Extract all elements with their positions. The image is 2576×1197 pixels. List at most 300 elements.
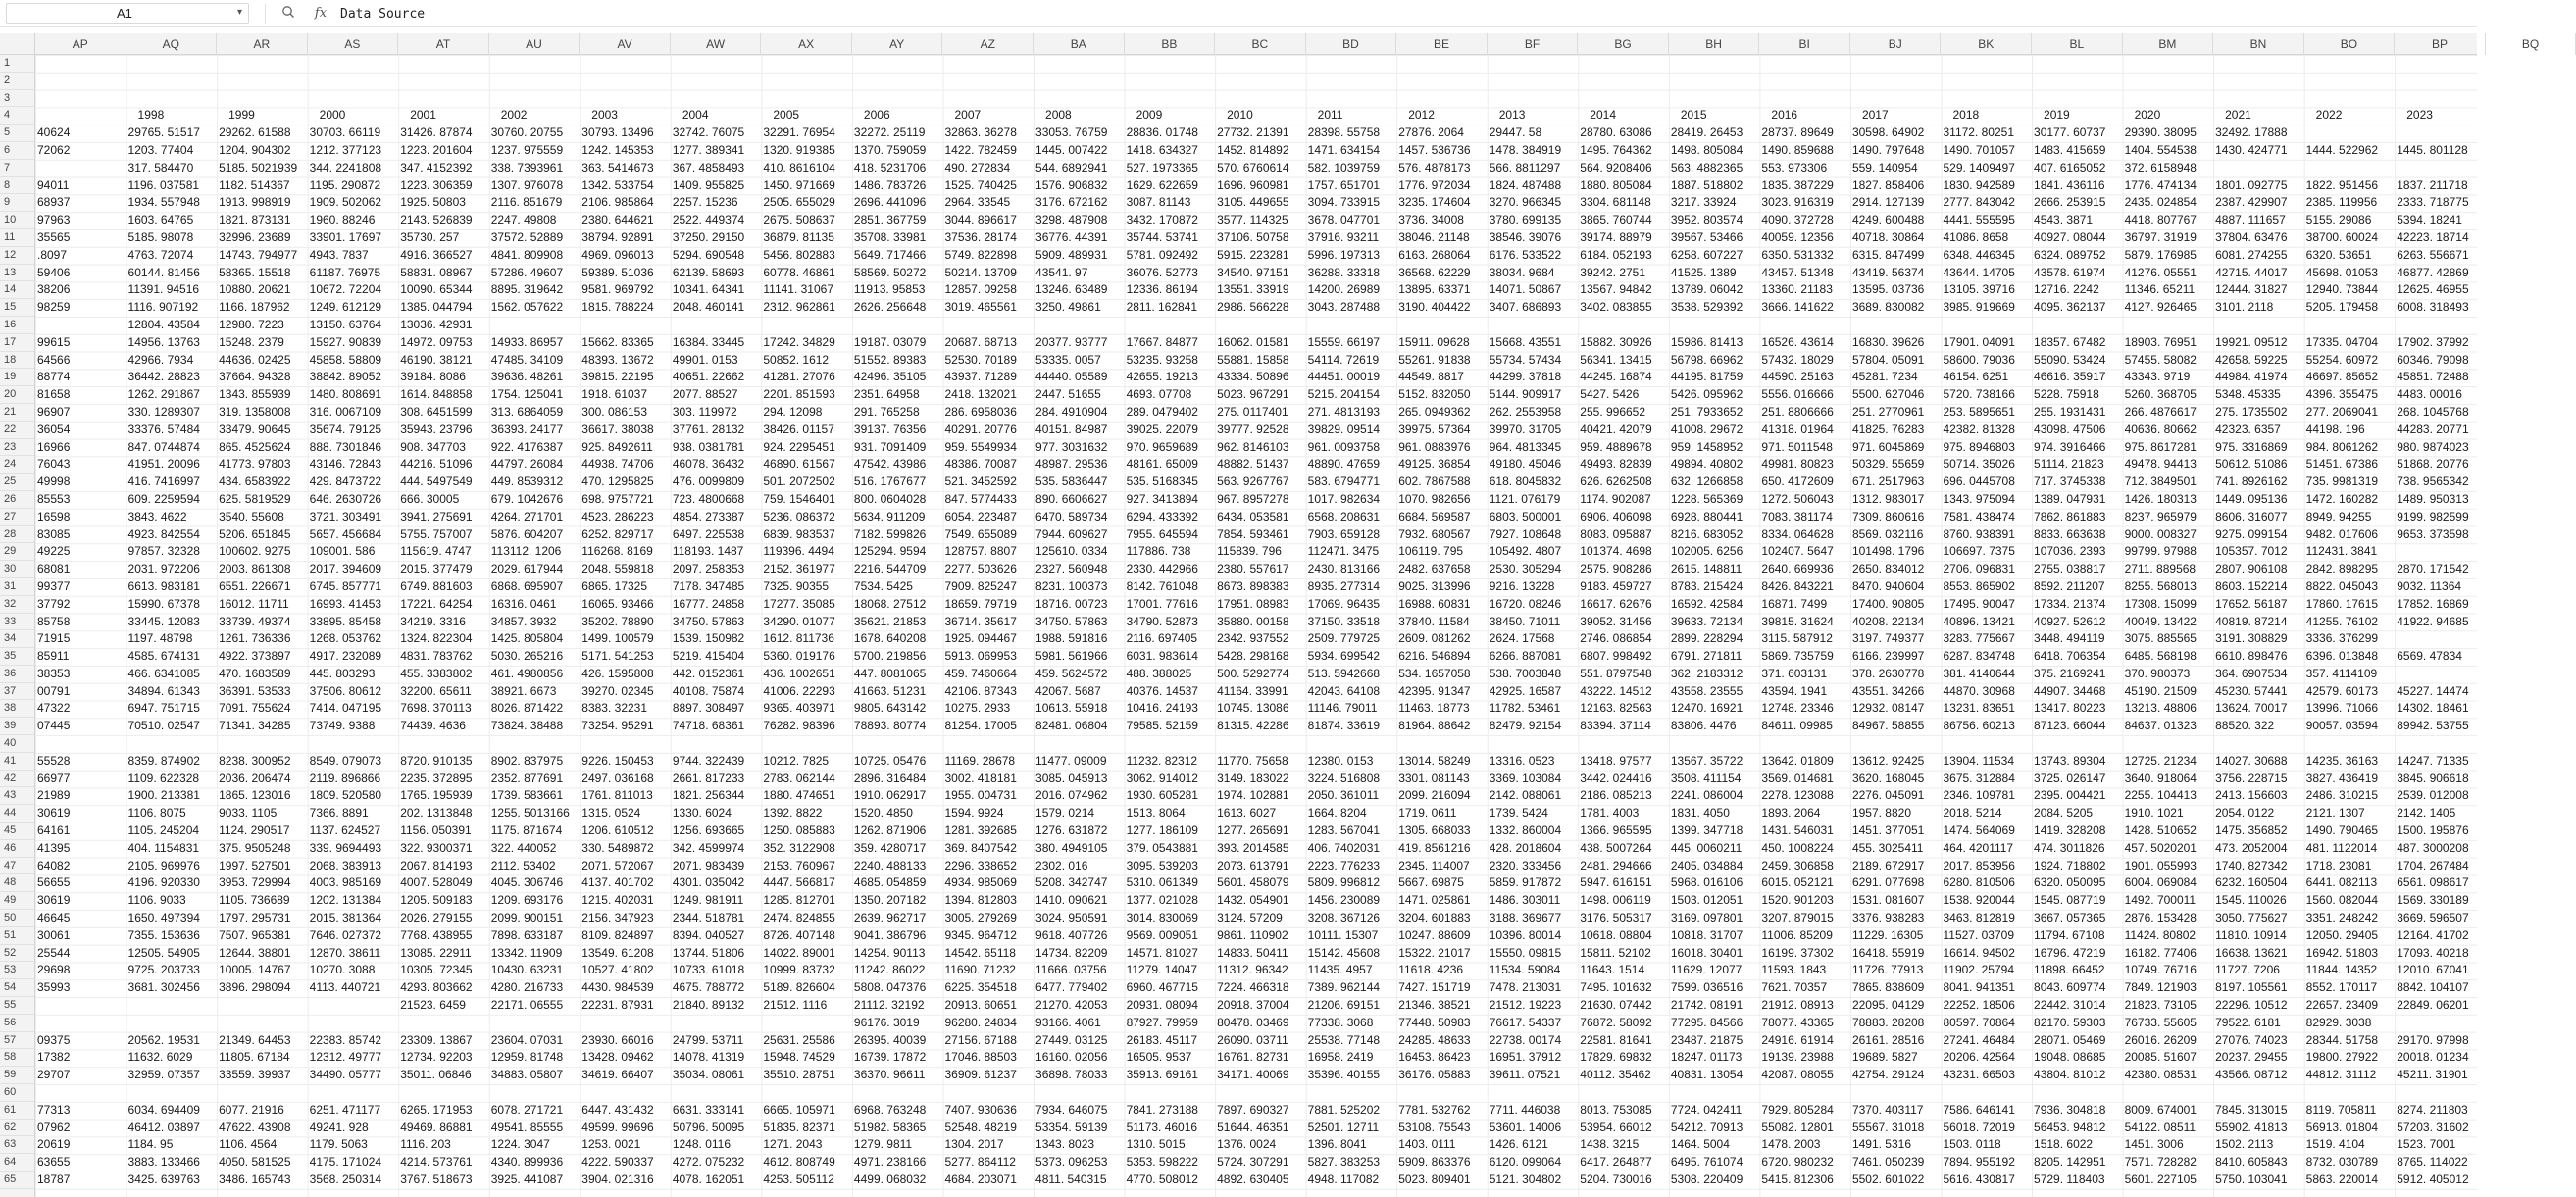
data-cell[interactable]: 77448. 50983 xyxy=(1398,1015,1471,1029)
row-header-37[interactable]: 37 xyxy=(0,683,34,701)
data-cell[interactable]: 3675. 312884 xyxy=(1943,771,2015,785)
row-header-43[interactable]: 43 xyxy=(0,787,34,805)
data-cell[interactable]: 1837. 211718 xyxy=(2397,177,2468,192)
data-cell[interactable]: 2539. 012008 xyxy=(2397,788,2469,803)
data-cell[interactable]: 7461. 050239 xyxy=(1851,1155,1925,1170)
data-cell[interactable]: 44198. 196 xyxy=(2305,422,2365,436)
data-cell[interactable]: 3432. 170872 xyxy=(1126,213,1198,227)
data-cell[interactable]: 5206. 651845 xyxy=(219,526,291,541)
data-cell[interactable]: 2330. 442966 xyxy=(1126,562,1198,576)
data-cell[interactable]: 17334. 21374 xyxy=(2034,596,2106,611)
data-cell[interactable]: 15948. 74529 xyxy=(763,1050,835,1065)
data-cell[interactable]: 4095. 362137 xyxy=(2034,300,2106,315)
data-cell[interactable]: 5934. 699542 xyxy=(1307,649,1381,664)
data-cell[interactable]: 473. 2052004 xyxy=(2215,840,2288,855)
data-cell[interactable]: 10212. 7825 xyxy=(763,753,830,768)
data-cell[interactable]: 5649. 717466 xyxy=(853,247,927,262)
data-cell[interactable]: 18787 xyxy=(37,1172,71,1186)
data-cell[interactable]: 7407. 930636 xyxy=(944,1102,1017,1117)
data-cell[interactable]: 6551. 226671 xyxy=(219,578,291,593)
data-cell[interactable]: 2481. 294666 xyxy=(1580,858,1652,873)
data-cell[interactable]: 41276. 05551 xyxy=(2124,265,2197,279)
data-cell[interactable]: 1389. 047931 xyxy=(2034,491,2106,506)
data-cell[interactable]: 2016. 074962 xyxy=(1035,788,1108,803)
data-cell[interactable]: 2639. 962717 xyxy=(853,911,927,925)
row-header-48[interactable]: 48 xyxy=(0,874,34,892)
data-cell[interactable]: 77338. 3068 xyxy=(1307,1015,1374,1029)
data-cell[interactable]: 4675. 788772 xyxy=(672,980,745,995)
data-cell[interactable]: 449. 8539312 xyxy=(490,474,564,489)
data-cell[interactable]: 2711. 889568 xyxy=(2124,562,2197,576)
data-cell[interactable]: 35943. 23796 xyxy=(400,422,473,436)
data-cell[interactable]: 51552. 89383 xyxy=(853,352,927,367)
data-cell[interactable]: 78883. 28208 xyxy=(1851,1015,1925,1029)
data-cell[interactable]: 1841. 436116 xyxy=(2034,177,2105,192)
data-cell[interactable]: 6004. 069084 xyxy=(2124,875,2197,890)
data-cell[interactable]: 445. 803293 xyxy=(309,666,376,680)
data-cell[interactable]: 64566 xyxy=(37,352,71,367)
data-cell[interactable]: 63655 xyxy=(37,1155,71,1170)
data-cell[interactable]: 59406 xyxy=(37,265,71,279)
data-cell[interactable]: 9482. 017606 xyxy=(2305,526,2379,541)
data-cell[interactable]: 14235. 36163 xyxy=(2305,753,2379,768)
data-cell[interactable]: 39777. 92528 xyxy=(1217,422,1289,436)
data-cell[interactable]: 51982. 58365 xyxy=(853,1120,927,1134)
data-cell[interactable]: 1495. 764362 xyxy=(1580,142,1652,157)
data-cell[interactable]: 4934. 985069 xyxy=(944,875,1017,890)
data-cell[interactable]: 13624. 70017 xyxy=(2215,701,2288,716)
data-cell[interactable]: 12940. 73844 xyxy=(2305,282,2379,297)
data-cell[interactable]: 13014. 58249 xyxy=(1398,753,1471,768)
data-cell[interactable]: 535. 5836447 xyxy=(1035,474,1108,489)
data-cell[interactable]: 14734. 82209 xyxy=(1035,945,1108,960)
data-cell[interactable]: 21346. 38521 xyxy=(1398,998,1471,1013)
data-cell[interactable]: 1835. 387229 xyxy=(1761,177,1834,192)
data-cell[interactable]: 9653. 373598 xyxy=(2397,526,2469,541)
data-cell[interactable]: 6631. 333141 xyxy=(672,1102,745,1117)
data-cell[interactable]: 30177. 60737 xyxy=(2034,125,2106,140)
data-cell[interactable]: 13085. 22911 xyxy=(400,945,472,960)
data-cell[interactable]: 81658 xyxy=(37,387,71,402)
data-cell[interactable]: 6947. 751715 xyxy=(127,701,200,716)
data-cell[interactable]: 372. 6158948 xyxy=(2124,160,2197,175)
data-cell[interactable]: 9569. 009051 xyxy=(1126,927,1198,942)
data-cell[interactable]: 10430. 63231 xyxy=(490,963,564,977)
data-cell[interactable]: 1824. 487488 xyxy=(1489,177,1562,192)
data-cell[interactable]: 6078. 271721 xyxy=(490,1102,564,1117)
year-cell[interactable]: 2008 xyxy=(1045,108,1072,123)
data-cell[interactable]: 5913. 069953 xyxy=(944,649,1017,664)
data-cell[interactable]: 9725. 203733 xyxy=(127,963,200,977)
data-cell[interactable]: 1385. 044794 xyxy=(400,300,473,315)
data-cell[interactable]: 1156. 050391 xyxy=(400,823,472,838)
data-cell[interactable]: 42395. 91347 xyxy=(1398,683,1471,698)
data-cell[interactable]: 3351. 248242 xyxy=(2305,911,2379,925)
data-cell[interactable]: 39137. 76356 xyxy=(853,422,927,436)
data-cell[interactable]: 1822. 951456 xyxy=(2305,177,2379,192)
data-cell[interactable]: 57203. 31602 xyxy=(2397,1120,2469,1134)
data-cell[interactable]: 51451. 67386 xyxy=(2305,457,2379,472)
data-cell[interactable]: 13743. 89304 xyxy=(2034,753,2106,768)
data-cell[interactable]: 1900. 213381 xyxy=(127,788,200,803)
data-cell[interactable]: 89942. 53755 xyxy=(2397,719,2469,733)
row-header-5[interactable]: 5 xyxy=(0,125,34,142)
data-cell[interactable]: 938. 0381781 xyxy=(672,439,745,454)
data-cell[interactable]: 43551. 34266 xyxy=(1851,683,1925,698)
data-cell[interactable]: 2152. 361977 xyxy=(763,562,835,576)
data-cell[interactable]: 2240. 488133 xyxy=(853,858,927,873)
data-cell[interactable]: 1450. 971669 xyxy=(763,177,835,192)
data-cell[interactable]: 55734. 57434 xyxy=(1489,352,1562,367)
data-cell[interactable]: 4007. 528049 xyxy=(400,875,473,890)
data-cell[interactable]: 583. 6794771 xyxy=(1307,474,1381,489)
data-cell[interactable]: 2459. 306858 xyxy=(1761,858,1834,873)
data-cell[interactable]: 41318. 01964 xyxy=(1761,422,1834,436)
data-cell[interactable]: 10745. 13086 xyxy=(1217,701,1289,716)
row-header-25[interactable]: 25 xyxy=(0,474,34,491)
data-cell[interactable]: 61187. 76975 xyxy=(309,265,381,279)
data-cell[interactable]: 82929. 3038 xyxy=(2305,1015,2372,1029)
data-cell[interactable]: 42655. 19213 xyxy=(1126,370,1198,384)
data-cell[interactable]: 17652. 56187 xyxy=(2215,596,2288,611)
data-cell[interactable]: 347. 4152392 xyxy=(400,160,473,175)
data-cell[interactable]: 1740. 827342 xyxy=(2215,858,2288,873)
row-header-13[interactable]: 13 xyxy=(0,265,34,282)
data-cell[interactable]: 2896. 316484 xyxy=(853,771,927,785)
data-cell[interactable]: 5808. 047376 xyxy=(853,980,927,995)
data-cell[interactable]: 7936. 304818 xyxy=(2034,1102,2106,1117)
data-cell[interactable]: 41086. 8658 xyxy=(1943,229,2009,244)
data-cell[interactable]: 277. 2069041 xyxy=(2305,404,2379,419)
data-cell[interactable]: 43566. 08712 xyxy=(2215,1068,2288,1082)
data-cell[interactable]: 1827. 858406 xyxy=(1851,177,1925,192)
data-cell[interactable]: 125294. 9594 xyxy=(853,544,927,559)
data-cell[interactable]: 975. 3316869 xyxy=(2215,439,2288,454)
data-cell[interactable]: 36568. 62229 xyxy=(1398,265,1471,279)
data-cell[interactable]: 1500. 195876 xyxy=(2397,823,2469,838)
row-header-6[interactable]: 6 xyxy=(0,142,34,160)
data-cell[interactable]: 3463. 812819 xyxy=(1943,911,2015,925)
data-cell[interactable]: 516. 1767677 xyxy=(853,474,927,489)
data-cell[interactable]: 4396. 355475 xyxy=(2305,387,2379,402)
data-cell[interactable]: 32742. 76075 xyxy=(672,125,745,140)
data-cell[interactable]: 3669. 596507 xyxy=(2397,911,2469,925)
data-cell[interactable]: 4090. 372728 xyxy=(1761,213,1834,227)
data-cell[interactable]: 55254. 60972 xyxy=(2305,352,2379,367)
data-cell[interactable]: 16777. 24858 xyxy=(672,596,745,611)
data-cell[interactable]: 3442. 024416 xyxy=(1580,771,1652,785)
data-cell[interactable]: 19689. 5827 xyxy=(1851,1050,1918,1065)
data-cell[interactable]: 7621. 70357 xyxy=(1761,980,1828,995)
data-cell[interactable]: 73749. 9388 xyxy=(309,719,376,733)
data-cell[interactable]: 18357. 67482 xyxy=(2034,334,2106,349)
data-cell[interactable]: 9345. 964712 xyxy=(944,927,1017,942)
row-header-14[interactable]: 14 xyxy=(0,281,34,299)
data-cell[interactable]: 50214. 13709 xyxy=(944,265,1017,279)
data-cell[interactable]: 11424. 80802 xyxy=(2124,927,2197,942)
data-cell[interactable]: 86756. 60213 xyxy=(1943,719,2015,733)
data-cell[interactable]: 97857. 32328 xyxy=(127,544,200,559)
data-cell[interactable]: 2447. 51655 xyxy=(1035,387,1101,402)
data-cell[interactable]: 2015. 377479 xyxy=(400,562,473,576)
column-header-bf[interactable]: BF xyxy=(1488,33,1579,55)
data-cell[interactable]: 16592. 42584 xyxy=(1670,596,1743,611)
data-cell[interactable]: 1195. 290872 xyxy=(309,177,381,192)
data-cell[interactable]: 5996. 197313 xyxy=(1307,247,1381,262)
data-cell[interactable]: 2099. 900151 xyxy=(490,911,564,925)
data-cell[interactable]: 4280. 216733 xyxy=(490,980,564,995)
data-cell[interactable]: 17335. 04704 xyxy=(2305,334,2379,349)
data-cell[interactable]: 73824. 38488 xyxy=(490,719,564,733)
data-cell[interactable]: 5204. 730016 xyxy=(1580,1172,1652,1186)
data-cell[interactable]: 1739. 5424 xyxy=(1489,806,1548,821)
data-cell[interactable]: 12336. 86194 xyxy=(1126,282,1198,297)
data-cell[interactable]: 7083. 381174 xyxy=(1761,509,1833,524)
data-cell[interactable]: 4127. 926465 xyxy=(2124,300,2197,315)
data-cell[interactable]: 18903. 76951 xyxy=(2124,334,2197,349)
data-cell[interactable]: 55261. 91838 xyxy=(1398,352,1471,367)
data-cell[interactable]: 58831. 08967 xyxy=(400,265,473,279)
data-cell[interactable]: 20377. 93777 xyxy=(1035,334,1108,349)
data-cell[interactable]: 1116. 203 xyxy=(400,1137,451,1152)
data-cell[interactable]: 8119. 705811 xyxy=(2305,1102,2377,1117)
data-cell[interactable]: 3270. 966345 xyxy=(1489,195,1562,210)
data-cell[interactable]: 2509. 779725 xyxy=(1307,631,1381,646)
data-cell[interactable]: 8255. 568013 xyxy=(2124,578,2197,593)
data-cell[interactable]: 44870. 30968 xyxy=(1943,683,2015,698)
data-cell[interactable]: 6477. 779402 xyxy=(1035,980,1108,995)
row-header-21[interactable]: 21 xyxy=(0,404,34,422)
data-cell[interactable]: 375. 2169241 xyxy=(2034,666,2106,680)
data-cell[interactable]: 13246. 63489 xyxy=(1035,282,1108,297)
data-cell[interactable]: 6749. 881603 xyxy=(400,578,473,593)
data-cell[interactable]: 6081. 274255 xyxy=(2215,247,2288,262)
data-cell[interactable]: 6265. 171953 xyxy=(400,1102,473,1117)
data-cell[interactable]: 2430. 813166 xyxy=(1307,562,1381,576)
data-cell[interactable]: 34219. 3316 xyxy=(400,614,466,628)
data-cell[interactable]: 41395 xyxy=(37,840,71,855)
data-cell[interactable]: 3197. 749377 xyxy=(1851,631,1925,646)
data-cell[interactable]: 4684. 203071 xyxy=(944,1172,1017,1186)
data-cell[interactable]: 37916. 93211 xyxy=(1307,229,1380,244)
data-cell[interactable]: 2783. 062144 xyxy=(763,771,835,785)
data-cell[interactable]: 45858. 58809 xyxy=(309,352,382,367)
data-cell[interactable]: 16505. 9537 xyxy=(1126,1050,1192,1065)
data-cell[interactable]: 959. 4889678 xyxy=(1580,439,1652,454)
data-cell[interactable]: 551. 8797548 xyxy=(1580,666,1652,680)
row-header-61[interactable]: 61 xyxy=(0,1102,34,1120)
data-cell[interactable]: 2575. 908286 xyxy=(1580,562,1652,576)
row-header-65[interactable]: 65 xyxy=(0,1172,34,1189)
data-cell[interactable]: 13549. 61208 xyxy=(581,945,654,960)
data-cell[interactable]: 3508. 411154 xyxy=(1670,771,1742,785)
data-cell[interactable]: 36288. 33318 xyxy=(1307,265,1381,279)
row-header-38[interactable]: 38 xyxy=(0,700,34,718)
year-cell[interactable]: 2017 xyxy=(1861,108,1889,123)
data-cell[interactable]: 6497. 225538 xyxy=(672,526,745,541)
data-cell[interactable]: .8097 xyxy=(37,247,68,262)
data-cell[interactable]: 43334. 50896 xyxy=(1217,370,1289,384)
row-header-40[interactable]: 40 xyxy=(0,735,34,753)
column-header-ba[interactable]: BA xyxy=(1034,33,1125,55)
data-cell[interactable]: 12470. 16921 xyxy=(1670,701,1743,716)
data-cell[interactable]: 5023. 809401 xyxy=(1398,1172,1471,1186)
data-cell[interactable]: 33559. 39937 xyxy=(219,1068,291,1082)
data-cell[interactable]: 15927. 90839 xyxy=(309,334,382,349)
chevron-down-icon[interactable]: ▾ xyxy=(236,7,242,18)
data-cell[interactable]: 49599. 99696 xyxy=(581,1120,654,1134)
data-cell[interactable]: 1451. 3006 xyxy=(2124,1137,2184,1152)
data-cell[interactable]: 338. 7393961 xyxy=(490,160,564,175)
data-cell[interactable]: 1277. 389341 xyxy=(672,142,745,157)
data-cell[interactable]: 1678. 640208 xyxy=(853,631,927,646)
data-cell[interactable]: 11232. 82312 xyxy=(1126,753,1198,768)
data-cell[interactable]: 1249. 981911 xyxy=(672,893,744,908)
data-cell[interactable]: 2235. 372895 xyxy=(400,771,473,785)
data-cell[interactable]: 32272. 25119 xyxy=(853,125,926,140)
data-cell[interactable]: 81874. 33619 xyxy=(1307,719,1381,733)
data-cell[interactable]: 16316. 0461 xyxy=(490,596,557,611)
data-cell[interactable]: 12050. 29405 xyxy=(2305,927,2379,942)
data-cell[interactable]: 44938. 74706 xyxy=(581,457,654,472)
data-cell[interactable]: 42087. 08055 xyxy=(1761,1068,1834,1082)
data-cell[interactable]: 2530. 305294 xyxy=(1489,562,1562,576)
data-cell[interactable]: 102407. 5647 xyxy=(1761,544,1834,559)
data-cell[interactable]: 3640. 918064 xyxy=(2124,771,2197,785)
row-header-19[interactable]: 19 xyxy=(0,369,34,386)
data-cell[interactable]: 8592. 211207 xyxy=(2034,578,2105,593)
row-header-50[interactable]: 50 xyxy=(0,910,34,927)
data-cell[interactable]: 42925. 16587 xyxy=(1489,683,1562,698)
data-cell[interactable]: 5876. 604207 xyxy=(490,526,564,541)
data-cell[interactable]: 101374. 4698 xyxy=(1580,544,1652,559)
data-cell[interactable]: 7495. 101632 xyxy=(1580,980,1652,995)
data-cell[interactable]: 2755. 038817 xyxy=(2034,562,2106,576)
data-cell[interactable]: 39970. 31705 xyxy=(1489,422,1562,436)
row-header-15[interactable]: 15 xyxy=(0,299,34,317)
data-cell[interactable]: 5427. 5426 xyxy=(1580,387,1640,402)
data-cell[interactable]: 99377 xyxy=(37,578,71,593)
data-cell[interactable]: 13551. 33919 xyxy=(1217,282,1289,297)
data-cell[interactable]: 7934. 646075 xyxy=(1035,1102,1108,1117)
data-cell[interactable]: 49541. 85555 xyxy=(490,1120,564,1134)
data-cell[interactable]: 5749. 822898 xyxy=(944,247,1017,262)
data-cell[interactable]: 1490. 790465 xyxy=(2305,823,2379,838)
data-cell[interactable]: 125610. 0334 xyxy=(1035,544,1108,559)
data-cell[interactable]: 48882. 51437 xyxy=(1217,457,1289,472)
data-cell[interactable]: 99615 xyxy=(37,334,71,349)
year-cell[interactable]: 2010 xyxy=(1227,108,1253,123)
data-cell[interactable]: 40927. 08044 xyxy=(2034,229,2106,244)
data-cell[interactable]: 9041. 386796 xyxy=(853,927,927,942)
data-cell[interactable]: 27156. 67188 xyxy=(944,1032,1017,1047)
column-header-ay[interactable]: AY xyxy=(852,33,943,55)
data-cell[interactable]: 48386. 70087 xyxy=(944,457,1017,472)
data-cell[interactable]: 9033. 1105 xyxy=(219,806,278,821)
data-cell[interactable]: 49998 xyxy=(37,474,71,489)
data-cell[interactable]: 3190. 404422 xyxy=(1398,300,1471,315)
data-cell[interactable]: 34490. 05777 xyxy=(309,1068,382,1082)
data-cell[interactable]: 13744. 51806 xyxy=(672,945,745,960)
data-cell[interactable]: 5415. 812306 xyxy=(1761,1172,1834,1186)
column-header-bd[interactable]: BD xyxy=(1306,33,1397,55)
data-cell[interactable]: 5616. 430817 xyxy=(1943,1172,2015,1186)
data-cell[interactable]: 43098. 47506 xyxy=(2034,422,2106,436)
data-cell[interactable]: 2675. 508637 xyxy=(763,213,835,227)
data-cell[interactable]: 7178. 347485 xyxy=(672,578,745,593)
data-cell[interactable]: 60144. 81456 xyxy=(127,265,200,279)
data-cell[interactable]: 696. 0445708 xyxy=(1943,474,2015,489)
data-cell[interactable]: 3115. 587912 xyxy=(1761,631,1833,646)
data-cell[interactable]: 6417. 264877 xyxy=(1580,1155,1652,1170)
data-cell[interactable]: 45227. 14474 xyxy=(2397,683,2469,698)
data-cell[interactable]: 367. 4858493 xyxy=(672,160,745,175)
data-cell[interactable]: 3188. 369677 xyxy=(1489,911,1562,925)
data-cell[interactable]: 666. 30005 xyxy=(400,491,460,506)
data-cell[interactable]: 3883. 133466 xyxy=(127,1155,200,1170)
data-cell[interactable]: 1930. 605281 xyxy=(1126,788,1198,803)
data-cell[interactable]: 57286. 49607 xyxy=(490,265,564,279)
data-cell[interactable]: 300. 086153 xyxy=(581,404,648,419)
data-cell[interactable]: 2116. 851679 xyxy=(490,195,563,210)
data-cell[interactable]: 50612. 51086 xyxy=(2215,457,2288,472)
data-cell[interactable]: 39025. 22079 xyxy=(1126,422,1198,436)
data-cell[interactable]: 4175. 171024 xyxy=(309,1155,382,1170)
data-cell[interactable]: 8197. 105561 xyxy=(2215,980,2288,995)
data-cell[interactable]: 20085. 51607 xyxy=(2124,1050,2197,1065)
data-cell[interactable]: 10111. 15307 xyxy=(1307,927,1379,942)
data-cell[interactable]: 1538. 920044 xyxy=(1943,893,2015,908)
data-cell[interactable]: 8822. 045043 xyxy=(2305,578,2379,593)
data-cell[interactable]: 1315. 0524 xyxy=(581,806,641,821)
data-cell[interactable]: 4301. 035042 xyxy=(672,875,745,890)
data-cell[interactable]: 1893. 2064 xyxy=(1761,806,1821,821)
data-cell[interactable]: 2296. 338652 xyxy=(944,858,1017,873)
data-cell[interactable]: 481. 1122014 xyxy=(2305,840,2378,855)
data-cell[interactable]: 1776. 972034 xyxy=(1398,177,1471,192)
column-header-au[interactable]: AU xyxy=(489,33,581,55)
data-cell[interactable]: 1913. 998919 xyxy=(219,195,291,210)
data-cell[interactable]: 202. 1313848 xyxy=(400,806,473,821)
data-cell[interactable]: 16065. 93466 xyxy=(581,596,654,611)
data-cell[interactable]: 29765. 51517 xyxy=(127,125,200,140)
data-cell[interactable]: 488. 388025 xyxy=(1126,666,1192,680)
data-cell[interactable]: 4831. 783762 xyxy=(400,649,473,664)
data-cell[interactable]: 4003. 985169 xyxy=(309,875,382,890)
data-cell[interactable]: 2626. 256648 xyxy=(853,300,927,315)
data-cell[interactable]: 13428. 09462 xyxy=(581,1050,654,1065)
data-cell[interactable]: 7581. 438474 xyxy=(1943,509,2015,524)
data-cell[interactable]: 49493. 82839 xyxy=(1580,457,1652,472)
data-cell[interactable]: 362. 2183312 xyxy=(1670,666,1743,680)
column-header-be[interactable]: BE xyxy=(1396,33,1488,55)
data-cell[interactable]: 12857. 09258 xyxy=(944,282,1017,297)
data-cell[interactable]: 2899. 228294 xyxy=(1670,631,1743,646)
data-cell[interactable]: 3448. 494119 xyxy=(2034,631,2105,646)
data-cell[interactable]: 3827. 436419 xyxy=(2305,771,2379,785)
data-cell[interactable]: 102005. 6256 xyxy=(1670,544,1743,559)
data-cell[interactable]: 723. 4800668 xyxy=(672,491,745,506)
data-cell[interactable]: 3681. 302456 xyxy=(127,980,200,995)
data-cell[interactable]: 2121. 1307 xyxy=(2305,806,2365,821)
data-cell[interactable]: 3301. 081143 xyxy=(1398,771,1470,785)
data-cell[interactable]: 6291. 077698 xyxy=(1851,875,1925,890)
data-cell[interactable]: 888. 7301846 xyxy=(309,439,382,454)
column-header-bq[interactable]: BQ xyxy=(2486,33,2576,55)
data-cell[interactable]: 1781. 4003 xyxy=(1580,806,1640,821)
data-cell[interactable]: 1285. 812701 xyxy=(763,893,835,908)
data-cell[interactable]: 37804. 63476 xyxy=(2215,229,2288,244)
